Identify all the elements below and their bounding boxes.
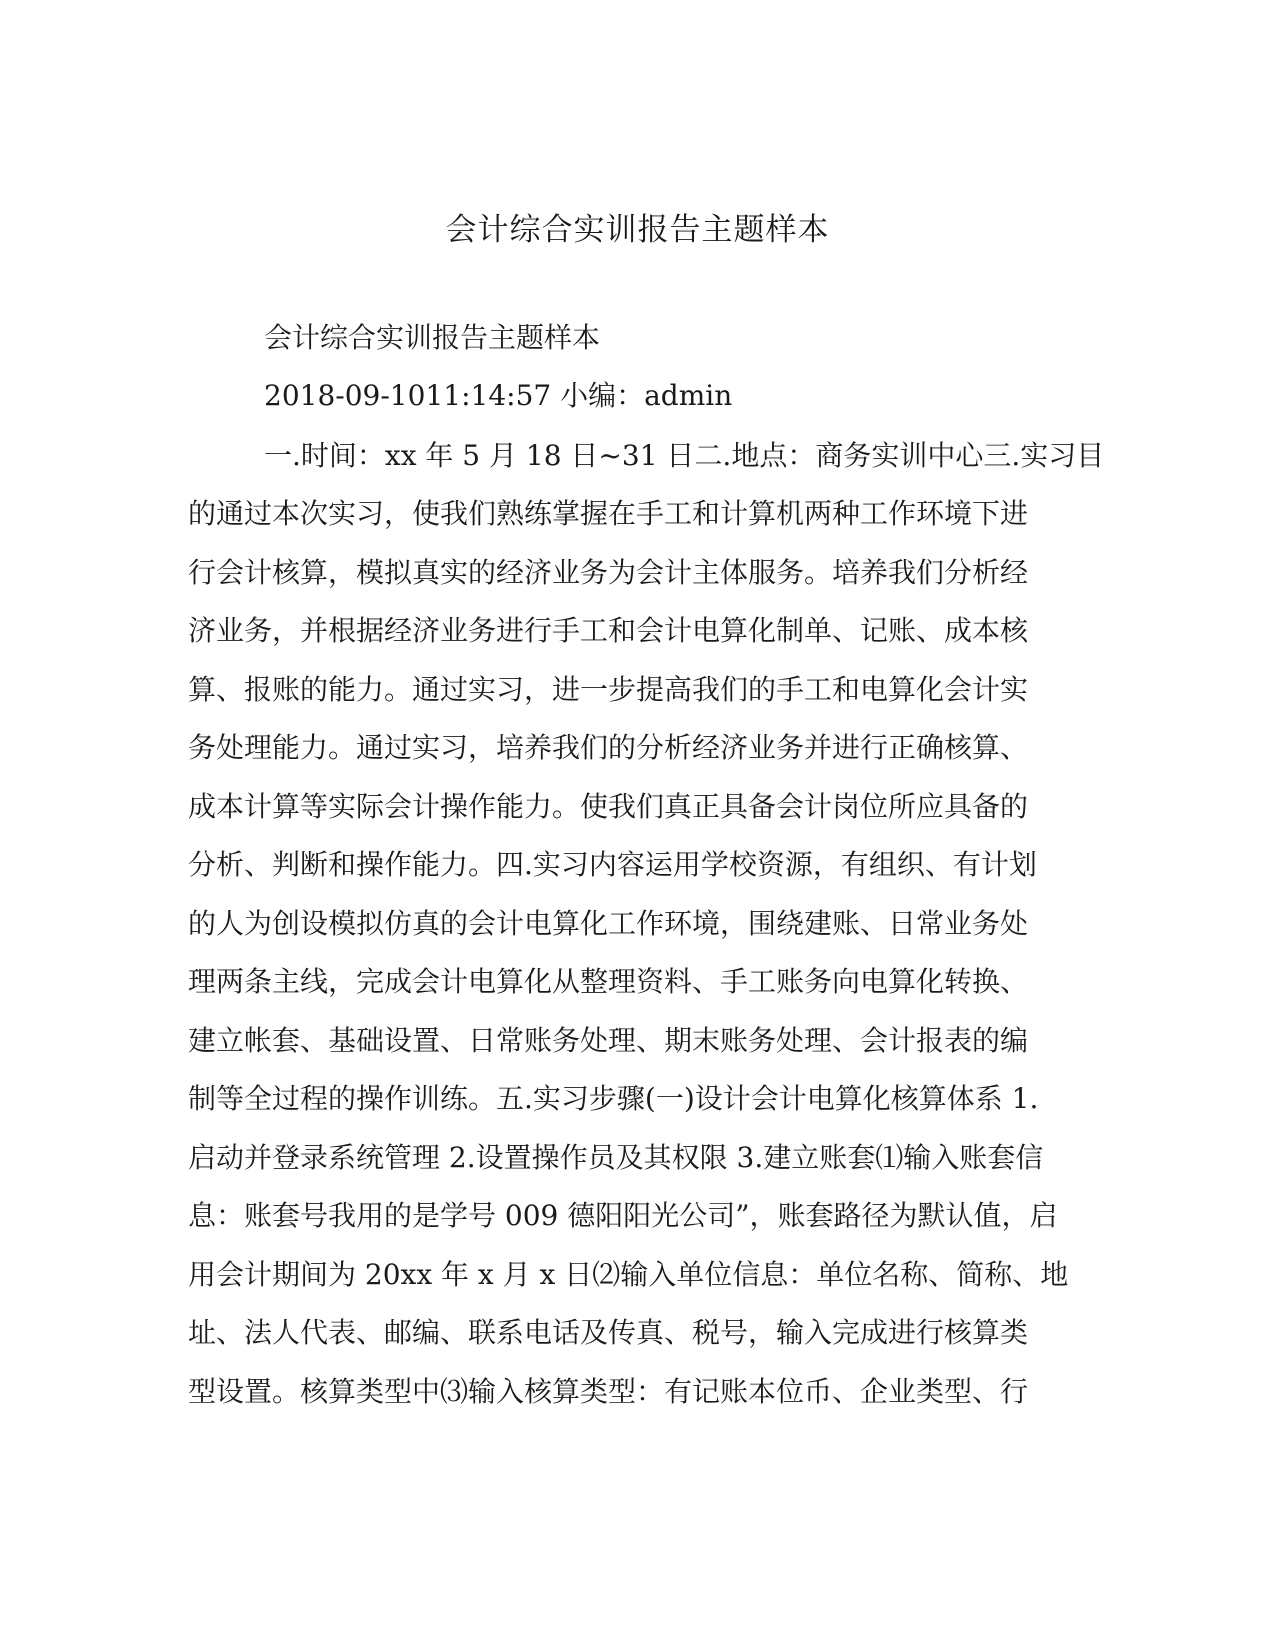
paragraph-line: 行会计核算，模拟真实的经济业务为会计主体服务。培养我们分析经 — [188, 556, 1029, 589]
paragraph-line: 务处理能力。通过实习，培养我们的分析经济业务并进行正确核算、 — [188, 731, 1029, 764]
paragraph-line: 型设置。核算类型中⑶输入核算类型：有记账本位币、企业类型、行 — [188, 1375, 1029, 1408]
paragraph-line: 一.时间：xx 年 5 月 18 日~31 日二.地点：商务实训中心三.实习目 — [264, 439, 1105, 472]
paragraph-line: 分析、判断和操作能力。四.实习内容运用学校资源，有组织、有计划 — [188, 848, 1037, 881]
paragraph-line: 成本计算等实际会计操作能力。使我们真正具备会计岗位所应具备的 — [188, 790, 1029, 823]
paragraph-line: 建立帐套、基础设置、日常账务处理、期末账务处理、会计报表的编 — [188, 1024, 1029, 1057]
paragraph-line: 算、报账的能力。通过实习，进一步提高我们的手工和电算化会计实 — [188, 673, 1029, 706]
paragraph-line: 理两条主线，完成会计电算化从整理资料、手工账务向电算化转换、 — [188, 965, 1029, 998]
paragraph-line: 用会计期间为 20xx 年 x 月 x 日⑵输入单位信息：单位名称、简称、地 — [188, 1258, 1069, 1291]
document-subtitle: 会计综合实训报告主题样本 — [264, 321, 601, 354]
paragraph-line: 的人为创设模拟仿真的会计电算化工作环境，围绕建账、日常业务处 — [188, 907, 1029, 940]
paragraph-line: 的通过本次实习，使我们熟练掌握在手工和计算机两种工作环境下进 — [188, 497, 1029, 530]
paragraph-line: 启动并登录系统管理 2.设置操作员及其权限 3.建立账套⑴输入账套信 — [188, 1141, 1044, 1174]
paragraph-line: 息：账套号我用的是学号 009 德阳阳光公司”，账套路径为默认值，启 — [188, 1199, 1058, 1232]
document-title: 会计综合实训报告主题样本 — [445, 212, 830, 248]
paragraph-line: 址、法人代表、邮编、联系电话及传真、税号，输入完成进行核算类 — [188, 1316, 1029, 1349]
meta-line: 2018-09-1011:14:57 小编：admin — [264, 379, 733, 412]
paragraph-line: 济业务，并根据经济业务进行手工和会计电算化制单、记账、成本核 — [188, 614, 1029, 647]
paragraph-line: 制等全过程的操作训练。五.实习步骤(一)设计会计电算化核算体系 1. — [188, 1082, 1039, 1115]
